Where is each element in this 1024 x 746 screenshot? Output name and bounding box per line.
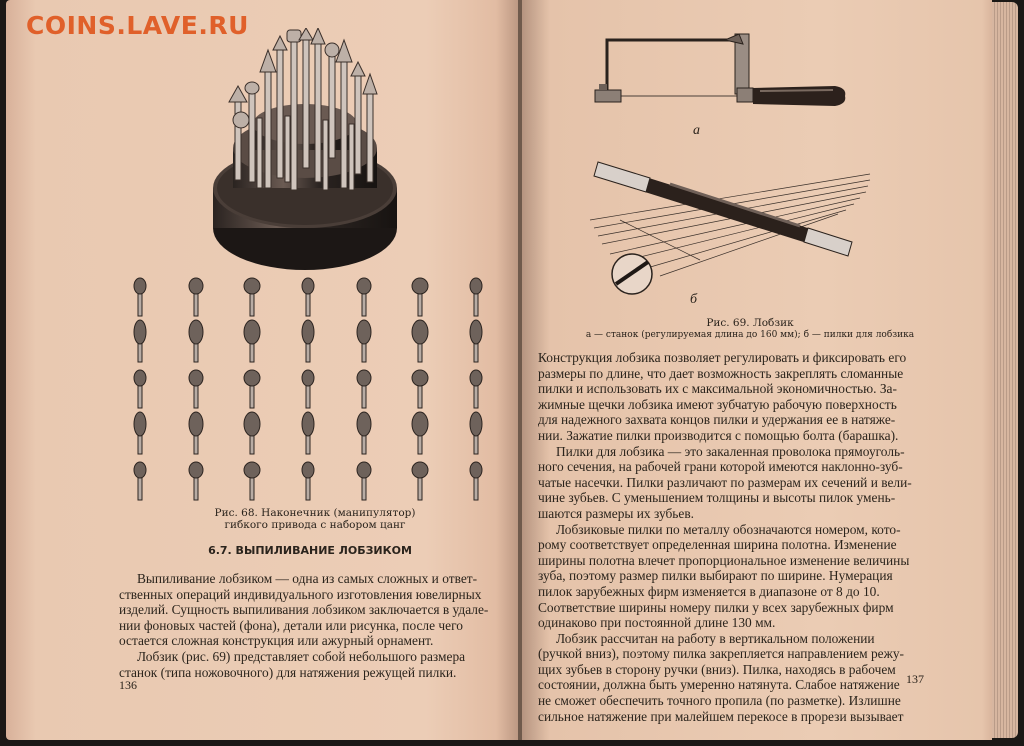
text-line: шаются размеры их зубьев. (538, 505, 695, 521)
text-line: Лобзиковые пилки по металлу обозначаются номером, кото- (556, 521, 901, 537)
burr-bit-head (189, 278, 203, 294)
burr-bit-head (470, 462, 482, 478)
saw-blades-bundle-illustration (580, 150, 880, 300)
burr-bit-head (134, 462, 146, 478)
text-line: Конструкция лобзика позволяет регулировать и фиксировать его (538, 350, 907, 365)
jeweler-saw-frame-illustration (585, 30, 855, 120)
burr-holder-stand-illustration (205, 28, 405, 273)
burr-bit-head (412, 370, 428, 386)
burr-bit-head (357, 320, 371, 344)
burr-bit-head (189, 462, 203, 478)
burr-bit-head (134, 412, 146, 436)
text-line: Пилки для лобзика — это закаленная проволока прямоуголь- (556, 443, 905, 459)
text-line: нии. Зажатие пилки производится с помощью болта (барашка). (538, 427, 899, 443)
burr-bit-head (189, 320, 203, 344)
figure-69-caption-title: Рис. 69. Лобзик (706, 317, 794, 329)
text-line: пилки и использовать их с максимальной экономичностью. За- (538, 381, 897, 397)
burr-bit-head (357, 462, 371, 478)
burr-bit-head (244, 412, 260, 436)
text-line: пилок зарубежных фирм изменяется в диапазоне от 8 до 10. (538, 583, 880, 599)
text-line: Лобзик (рис. 69) представляет собой небольшого размера (137, 648, 466, 664)
text-line: состоянии, должна быть умеренно натянута. Слабое натяжение (538, 677, 900, 693)
text-line: Лобзик рассчитан на работу в вертикальном положении (556, 630, 875, 646)
section-heading: 6.7. ВЫПИЛИВАНИЕ ЛОБЗИКОМ (208, 544, 412, 557)
text-line: станок (типа ножовочного) для натяжения режущей пилки. (119, 664, 457, 680)
burr-bit-head (302, 278, 314, 294)
burr-bit-head (412, 278, 428, 294)
burr-bit-head (470, 412, 482, 436)
text-line: изделий. Сущность выпиливания лобзиком заключается в удале- (119, 602, 489, 618)
text-line: рому соответствует определенная ширина полотна. Изменение (538, 537, 897, 553)
text-line: сильное натяжение при малейшем перекосе в прорези вызывает (538, 708, 904, 724)
text-line: (ручкой вниз), поэтому пилка закрепляется направлением режу- (538, 646, 904, 662)
burr-bit-head (470, 320, 482, 344)
burr-bits-grid-illustration (122, 268, 502, 504)
burr-bit-head (412, 462, 428, 478)
burr-bit-head (302, 370, 314, 386)
page-number-right: 137 (906, 672, 924, 686)
burr-bit-head (357, 278, 371, 294)
burr-bit-head (189, 412, 203, 436)
burr-bit-head (357, 412, 371, 436)
burr-bit-head (244, 278, 260, 294)
burr-bit-head (302, 462, 314, 478)
page-number-left: 136 (119, 678, 137, 692)
text-line: чине зубьев. С уменьшением толщины и высоты пилок умень- (538, 490, 896, 506)
burr-bit-head (189, 370, 203, 386)
burr-bit-head (412, 412, 428, 436)
text-line: чатые насечки. Пилки различают по размерам их сечений и вели- (538, 474, 912, 490)
text-line: щих зубьев в сторону ручки (вниз). Пилка, находясь в рабочем (538, 661, 896, 677)
figure-69-caption (520, 317, 980, 341)
burr-bit-head (470, 278, 482, 294)
burr-bit-head (134, 278, 146, 294)
left-body-text (119, 571, 507, 680)
text-line: ного сечения, на рабочей грани которой имеются наклонно-зуб- (538, 459, 903, 475)
burr-bit-head (244, 462, 260, 478)
text-line: Выпиливание лобзиком — одна из самых сложных и ответ- (137, 571, 478, 586)
burr-bit-head (302, 412, 314, 436)
text-line: зуба, поэтому размер пилки выбирают по ширине. Нумерация (538, 568, 893, 584)
figure-69-caption-subtitle: а — станок (регулируемая длина до 160 мм); б — пилки для лобзика (585, 330, 915, 340)
burr-bit-head (134, 320, 146, 344)
figure-69-label-b: б (690, 292, 698, 307)
figure-68-caption-line: Рис. 68. Наконечник (манипулятор) (214, 507, 416, 519)
burr-bit-head (470, 370, 482, 386)
burr-bit-head (134, 370, 146, 386)
watermark: COINS.LAVE.RU (26, 11, 249, 40)
page-edges (992, 2, 1018, 738)
right-body-text (538, 350, 924, 724)
text-line: одинаково при постоянной длине 130 мм. (538, 615, 776, 631)
figure-68-caption (190, 507, 440, 531)
text-line: для надежного захвата концов пилки и удержания ее в натяже- (538, 412, 896, 428)
text-line: ственных операций индивидуального изготовления ювелирных (119, 586, 482, 602)
burr-bit-head (412, 320, 428, 344)
burr-bit-head (357, 370, 371, 386)
text-line: размеры по длине, что дает возможность закреплять сломанные (538, 365, 904, 381)
burr-bit-head (244, 370, 260, 386)
figure-69-label-a: а (693, 123, 700, 138)
burr-bit-head (302, 320, 314, 344)
figure-68-caption-line: гибкого привода с набором цанг (224, 519, 406, 531)
text-line: нии фоновых частей (фона), детали или рисунка, после чего (119, 617, 463, 633)
text-line: жимные щечки лобзика имеют зубчатую рабочую поверхность (538, 396, 897, 412)
text-line: остается сложная конструкция или ажурный орнамент. (119, 633, 434, 649)
text-line: ширины полотна влечет пропорциональное изменение величины (538, 552, 910, 568)
text-line: Соответствие ширины номеру пилки у всех зарубежных фирм (538, 599, 894, 615)
text-line: не сможет обеспечить точного пропила (по разметке). Излишне (538, 693, 901, 709)
burr-bit-head (244, 320, 260, 344)
